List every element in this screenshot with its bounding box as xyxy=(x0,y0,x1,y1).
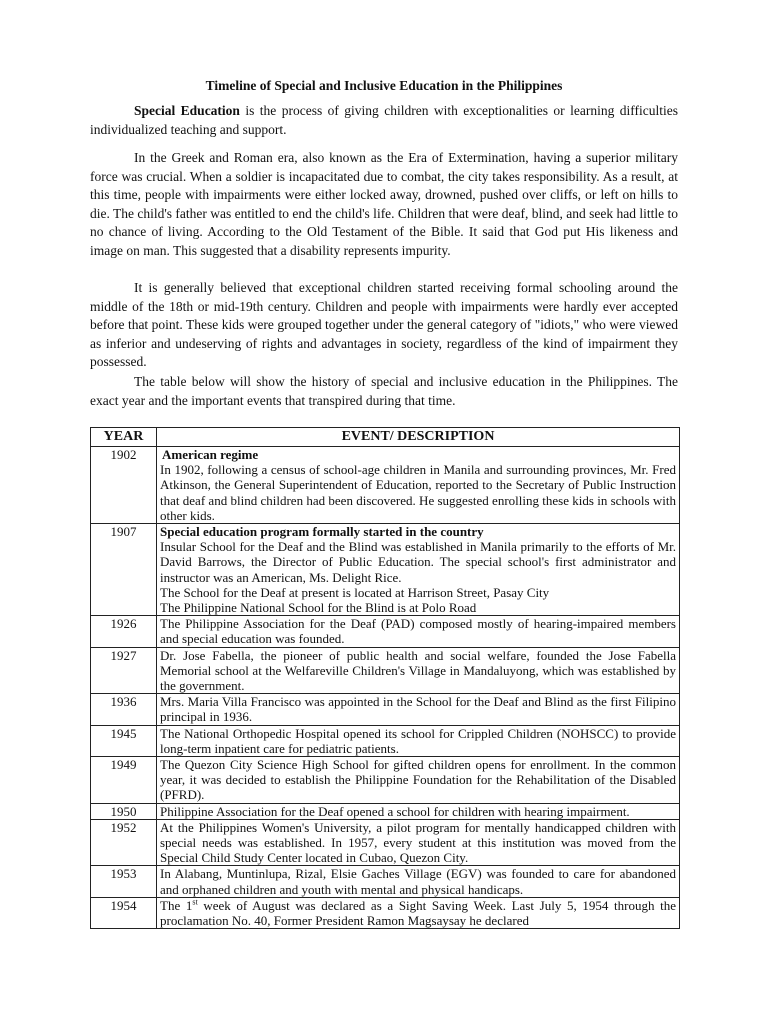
table-row xyxy=(91,819,680,866)
paragraph-formal-schooling: It is generally believed that exceptional children started receiving formal schooling around the middle of the 18th or mid-19th century. Children and people with impairments were hardly ever accepted before that point. These kids were grouped together under the general category of "idiots," who were viewed as inferior and undeserving of rights and advantages in society, regardless of the kind of impairment they possessed. xyxy=(90,280,678,369)
table-row xyxy=(91,447,680,524)
table-row xyxy=(91,725,680,756)
intro-text: is the process of giving children with exceptionalities or learning difficulties individualized teaching and support. xyxy=(90,103,678,137)
row-year: 1954 xyxy=(91,897,157,928)
row-text-rest: week of August was declared as a Sight Saving Week. Last July 5, 1954 through the proclamation No. 40, Former President Ramon Magsaysay he declared xyxy=(160,897,676,929)
row-year: 1950 xyxy=(91,803,157,819)
row-year: 1952 xyxy=(91,819,157,866)
row-description: Mrs. Maria Villa Francisco was appointed in the School for the Deaf and Blind as the first Filipino principal in 1936. xyxy=(157,694,680,725)
row-text-start: The 1 xyxy=(160,897,193,913)
header-year: YEAR xyxy=(91,428,157,447)
table-row xyxy=(91,694,680,725)
row-heading: Special education program formally started in the country xyxy=(160,524,484,540)
paragraph-greek-roman-era: In the Greek and Roman era, also known as the Era of Extermination, having a superior military force was crucial. When a soldier is incapacitated due to combat, the city takes responsibility. As a result, at this time, people with impairments were either locked away, drowned, pushed over cliffs, or left on hills to die. The child's father was entitled to end the child's life. Children that were deaf, blind, and seek had little to no chance of living. According to the Old Testament of the Bible. It said that God put His likeness and image on man. This suggested that a disability represents impurity. xyxy=(90,150,678,258)
row-year: 1907 xyxy=(91,524,157,616)
row-description: In Alabang, Muntinlupa, Rizal, Elsie Gaches Village (EGV) was founded to care for abandoned and orphaned children and youth with mental and physical handicaps. xyxy=(157,866,680,897)
row-description: Dr. Jose Fabella, the pioneer of public health and social welfare, founded the Jose Fabella Memorial school at the Welfareville Children's Village in Mandaluyong, which was established by the government. xyxy=(157,647,680,694)
row-description: At the Philippines Women's University, a pilot program for mentally handicapped children with special needs was established. In 1957, every student at this institution was moved from the Special Child Study Center located in Cubao, Quezon City. xyxy=(157,819,680,866)
row-text: Insular School for the Deaf and the Blind was established in Manila primarily to the efforts of Mr. David Barrows, the Director of Public Education. The special school's first administrator and instructor was an American, Ms. Delight Rice. xyxy=(160,539,676,585)
table-row xyxy=(91,803,680,819)
header-event: EVENT/ DESCRIPTION xyxy=(157,428,680,447)
intro-term: Special Education xyxy=(134,103,240,118)
row-heading: American regime xyxy=(162,447,259,462)
timeline-table xyxy=(90,427,680,929)
table-row xyxy=(91,524,680,616)
row-text: In 1902, following a census of school-age children in Manila and surrounding provinces, Mr. Fred Atkinson, the General Superintendent of Education, reported to the Secretary of Public Instruction that deaf and blind children had been discovered. He suggested enrolling these kids in schools with other kids. xyxy=(160,462,676,523)
row-year: 1945 xyxy=(91,725,157,756)
row-description: Philippine Association for the Deaf opened a school for children with hearing impairment. xyxy=(157,803,680,819)
table-header-row xyxy=(91,428,680,447)
row-year: 1927 xyxy=(91,647,157,694)
table-row xyxy=(91,647,680,694)
row-year: 1949 xyxy=(91,757,157,804)
row-description xyxy=(157,897,680,928)
row-description xyxy=(157,447,680,524)
row-text-superscript: st xyxy=(192,897,198,907)
row-year: 1902 xyxy=(91,447,157,524)
table-row xyxy=(91,897,680,928)
row-description: The Philippine Association for the Deaf (PAD) composed mostly of hearing-impaired members and special education was founded. xyxy=(157,616,680,647)
table-row xyxy=(91,616,680,647)
document-title: Timeline of Special and Inclusive Education in the Philippines xyxy=(205,78,563,93)
row-text-line3: The Philippine National School for the Blind is at Polo Road xyxy=(160,600,477,616)
row-year: 1953 xyxy=(91,866,157,897)
table-row xyxy=(91,866,680,897)
row-text-line2: The School for the Deaf at present is located at Harrison Street, Pasay City xyxy=(160,584,550,600)
intro-paragraph xyxy=(90,102,678,139)
row-year: 1926 xyxy=(91,616,157,647)
row-description: The Quezon City Science High School for gifted children opens for enrollment. In the common year, it was decided to establish the Philippine Foundation for the Rehabilitation of the Disabled (PFRD). xyxy=(157,757,680,804)
table-row xyxy=(91,757,680,804)
row-description xyxy=(157,524,680,616)
row-year: 1936 xyxy=(91,694,157,725)
paragraph-table-intro: The table below will show the history of special and inclusive education in the Philippines. The exact year and the important events that transpired during that time. xyxy=(90,374,678,408)
row-description: The National Orthopedic Hospital opened its school for Crippled Children (NOHSCC) to provide long-term inpatient care for pediatric patients. xyxy=(157,725,680,756)
